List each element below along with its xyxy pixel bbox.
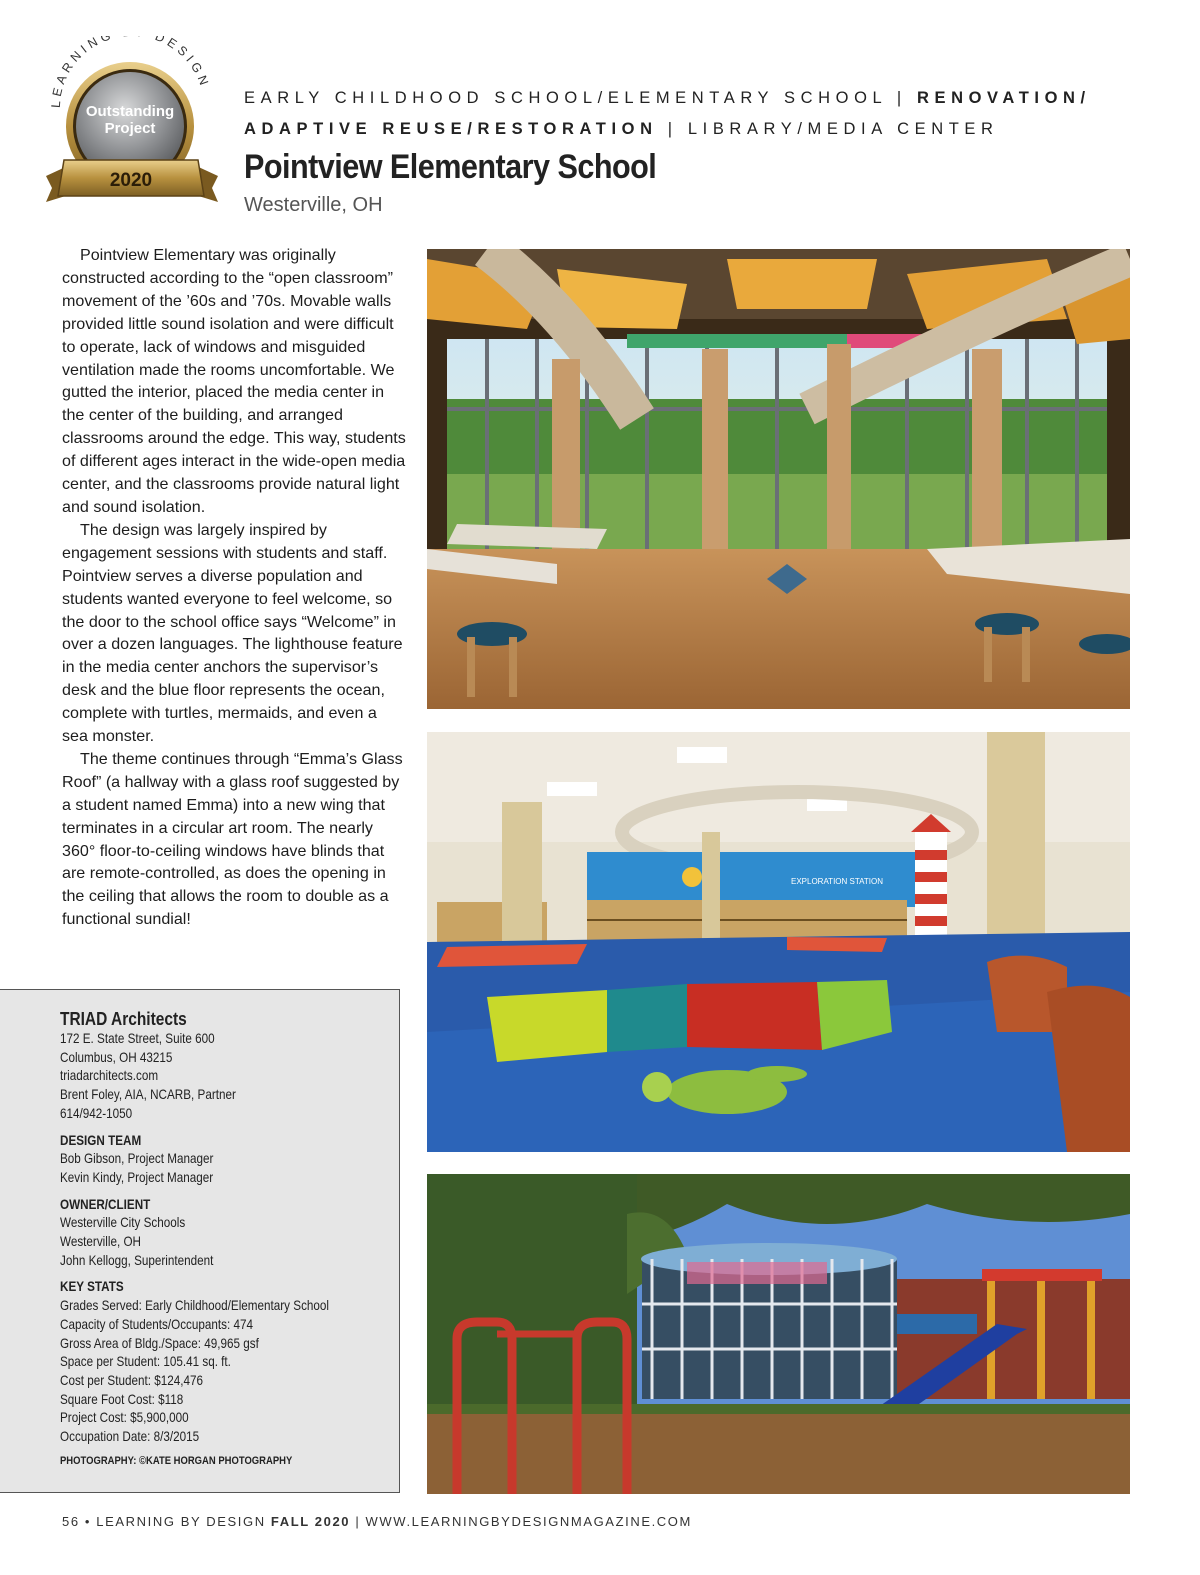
key-stat: Gross Area of Bldg./Space: 49,965 gsf bbox=[60, 1335, 259, 1351]
page-number: 56 bbox=[62, 1514, 80, 1529]
firm-address-2: Columbus, OH 43215 bbox=[60, 1049, 173, 1065]
design-team-member: Bob Gibson, Project Manager bbox=[60, 1151, 214, 1167]
key-stats-heading: KEY STATS bbox=[60, 1279, 124, 1295]
photo-exterior bbox=[427, 1174, 1130, 1494]
owner-line: Westerville, OH bbox=[60, 1234, 141, 1250]
key-stat: Square Foot Cost: $118 bbox=[60, 1391, 184, 1407]
category-bold-2: ADAPTIVE REUSE/RESTORATION bbox=[244, 120, 658, 138]
key-stat: Capacity of Students/Occupants: 474 bbox=[60, 1316, 254, 1332]
paragraph-2: The design was largely inspired by engagement sessions with students and staff. Pointview serves a diverse population and students wanted everyone to feel welcome, so the door to the school office says “Welcome” in over a dozen languages. The lighthouse feature in the media center anchors the supervisor’s desk and the blue floor represents the ocean, complete with turtles, mermaids, and even a sea monster. bbox=[62, 520, 403, 746]
firm-address-1: 172 E. State Street, Suite 600 bbox=[60, 1031, 215, 1046]
owner-line: John Kellogg, Superintendent bbox=[60, 1252, 214, 1268]
location: Westerville, OH bbox=[244, 194, 383, 216]
magazine-url: WWW.LEARNINGBYDESIGNMAGAZINE.COM bbox=[365, 1514, 692, 1529]
project-info bbox=[60, 1008, 344, 1470]
exploration-station-sign: EXPLORATION STATION bbox=[790, 877, 884, 886]
category-normal-2: | LIBRARY/MEDIA CENTER bbox=[657, 120, 999, 138]
firm-website: triadarchitects.com bbox=[60, 1068, 159, 1084]
badge-line2: Project bbox=[104, 120, 156, 137]
key-stat: Space per Student: 105.41 sq. ft. bbox=[60, 1354, 231, 1370]
paragraph-1: Pointview Elementary was originally constructed according to the “open classroom” movement of the ’60s and ’70s. Movable walls provided little sound isolation and were difficult to operate, lack of windows and misguided ventilation made the rooms uncomfortable. We gutted the interior, placed the media center in the center of the building, and arranged classrooms around the edge. This way, students of different ages interact in the wide-open media center, and the classrooms provide natural light and sound isolation. bbox=[62, 246, 406, 516]
category-line-2 bbox=[244, 120, 1174, 139]
photo-media-center bbox=[427, 249, 1130, 709]
category-bold-1: RENOVATION/ bbox=[916, 89, 1091, 107]
key-stat: Project Cost: $5,900,000 bbox=[60, 1410, 189, 1426]
design-team-heading: DESIGN TEAM bbox=[60, 1132, 142, 1148]
award-badge bbox=[42, 36, 222, 211]
paragraph-3: The theme continues through “Emma’s Glass Roof” (a hallway with a glass roof suggested by a student named Emma) into a new wing that terminates in a circular art room. The nearly 360° floor-to-ceiling windows have blinds that are remote-controlled, as does the opening in the ceiling that allows the room to double as a functional sundial! bbox=[62, 749, 403, 929]
firm-phone: 614/942-1050 bbox=[60, 1105, 133, 1121]
photography-credit: PHOTOGRAPHY: ©KATE HORGAN PHOTOGRAPHY bbox=[60, 1454, 293, 1467]
article-body bbox=[62, 244, 407, 931]
design-team-member: Kevin Kindy, Project Manager bbox=[60, 1169, 214, 1185]
key-stat: Cost per Student: $124,476 bbox=[60, 1372, 203, 1388]
page-title: Pointview Elementary School bbox=[244, 148, 657, 186]
badge-arc-text: LEARNING DESIGN bbox=[48, 36, 213, 109]
firm-name: TRIAD Architects bbox=[60, 1009, 187, 1029]
badge-year: 2020 bbox=[109, 170, 153, 191]
category-normal-1: EARLY CHILDHOOD SCHOOL/ELEMENTARY SCHOOL | bbox=[244, 89, 917, 107]
photo-library bbox=[427, 732, 1130, 1152]
owner-heading: OWNER/CLIENT bbox=[60, 1196, 151, 1212]
badge-line1: Outstanding bbox=[85, 103, 175, 120]
key-stat: Grades Served: Early Childhood/Elementary School bbox=[60, 1298, 330, 1314]
category-line-1 bbox=[244, 89, 1174, 108]
owner-line: Westerville City Schools bbox=[60, 1215, 186, 1231]
magazine-name: LEARNING BY DESIGN bbox=[96, 1514, 266, 1529]
page-footer: 56 • LEARNING BY DESIGN FALL 2020 | WWW.LEARNINGBYDESIGNMAGAZINE.COM bbox=[62, 1514, 692, 1529]
key-stat: Occupation Date: 8/3/2015 bbox=[60, 1429, 200, 1445]
issue-label: FALL 2020 bbox=[270, 1514, 351, 1529]
firm-contact: Brent Foley, AIA, NCARB, Partner bbox=[60, 1087, 236, 1103]
